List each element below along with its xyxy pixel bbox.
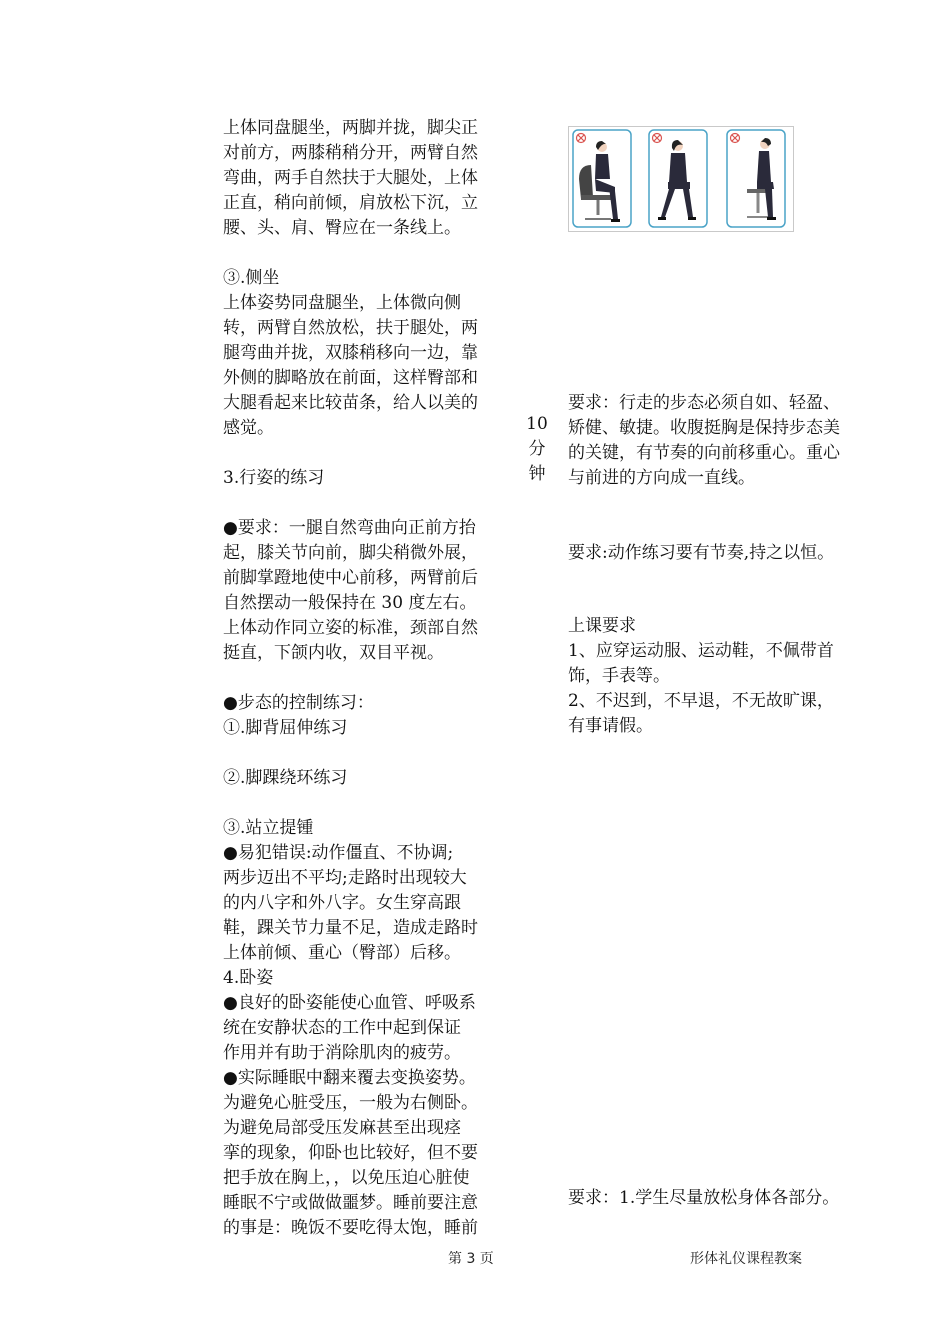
note-line: 要求：1.学生尽量放松身体各部分。 xyxy=(568,1188,840,1208)
text-line: ●易犯错误:动作僵直、不协调; xyxy=(223,843,454,863)
text-line: 腿弯曲并拢，双膝稍移向一边，靠 xyxy=(223,343,478,363)
text-line: 的内八字和外八字。女生穿高跟 xyxy=(223,893,461,913)
text-line: 弯曲，两手自然扶于大腿处，上体 xyxy=(223,168,478,188)
duration-unit-2: 钟 xyxy=(528,464,546,484)
text-line: 为避免心脏受压，一般为右侧卧。 xyxy=(223,1093,478,1113)
note-line: 矫健、敏捷。收腹挺胸是保持步态美 xyxy=(568,418,840,438)
text-line: 鞋，踝关节力量不足，造成走路时 xyxy=(223,918,478,938)
note-line: 要求:动作练习要有节奏,持之以恒。 xyxy=(568,543,835,563)
posture-card-1 xyxy=(573,130,631,227)
text-line: 睡眠不宁或做做噩梦。睡前要注意 xyxy=(223,1193,478,1213)
text-line: 为避免局部受压发麻甚至出现痉 xyxy=(223,1118,461,1138)
text-line xyxy=(223,791,513,816)
text-line: 感觉。 xyxy=(223,418,274,438)
text-line: ③.站立提锺 xyxy=(223,818,314,838)
note-block xyxy=(568,614,873,739)
text-line: ①.脚背屈伸练习 xyxy=(223,718,348,738)
note-line: 饰，手表等。 xyxy=(568,666,670,686)
text-line xyxy=(223,741,513,766)
posture-card-2 xyxy=(649,130,707,227)
text-line: 起，膝关节向前，脚尖稍微外展， xyxy=(223,543,478,563)
text-line: 上体动作同立姿的标准，颈部自然 xyxy=(223,618,478,638)
duration-unit-1: 分 xyxy=(528,439,546,459)
note-block xyxy=(568,1186,873,1211)
text-line: 转，两臂自然放松，扶于腿处，两 xyxy=(223,318,478,338)
text-line: ●步态的控制练习： xyxy=(223,693,374,713)
note-block xyxy=(568,541,873,566)
duration-column xyxy=(520,412,554,487)
text-line: 统在安静状态的工作中起到保证 xyxy=(223,1018,461,1038)
text-line: 上体同盘腿坐，两脚并拢，脚尖正 xyxy=(223,118,478,138)
text-line: 外侧的脚略放在前面，这样臀部和 xyxy=(223,368,478,388)
text-line: 前脚掌蹬地使中心前移，两臂前后 xyxy=(223,568,478,588)
note-line: 与前进的方向成一直线。 xyxy=(568,468,755,488)
text-line xyxy=(223,441,513,466)
text-line: 正直，稍向前倾，肩放松下沉，立 xyxy=(223,193,478,213)
text-line: ●良好的卧姿能使心血管、呼吸系 xyxy=(223,993,476,1013)
note-line: 1、应穿运动服、运动鞋，不佩带首 xyxy=(568,641,834,661)
text-line: 把手放在胸上，，以免压迫心脏使 xyxy=(223,1168,470,1188)
text-line: ②.脚踝绕环练习 xyxy=(223,768,348,788)
text-line: ③.侧坐 xyxy=(223,268,280,288)
text-line: ●要求：一腿自然弯曲向正前方抬 xyxy=(223,518,476,538)
text-line: 腰、头、肩、臀应在一条线上。 xyxy=(223,218,461,238)
text-line: 两步迈出不平均;走路时出现较大 xyxy=(223,868,467,888)
note-line: 有事请假。 xyxy=(568,716,653,736)
text-line xyxy=(223,666,513,691)
text-line: 4.卧姿 xyxy=(223,968,274,988)
sitting-posture-images xyxy=(568,126,794,232)
text-line: 的事是：晚饭不要吃得太饱，睡前 xyxy=(223,1218,478,1238)
note-line: 要求：行走的步态必须自如、轻盈、 xyxy=(568,393,840,413)
text-line xyxy=(223,491,513,516)
posture-card-3 xyxy=(727,130,785,227)
text-line: 挛的现象，仰卧也比较好，但不要 xyxy=(223,1143,478,1163)
text-line: 大腿看起来比较苗条，给人以美的 xyxy=(223,393,478,413)
note-line: 的关键，有节奏的向前移重心。重心 xyxy=(568,443,840,463)
text-line: 自然摆动一般保持在 30 度左右。 xyxy=(223,593,477,613)
text-line: 上体前倾、重心（臀部）后移。 xyxy=(223,943,461,963)
note-line: 2、不迟到，不早退，不无故旷课， xyxy=(568,691,834,711)
text-line: 挺直，下颌内收，双目平视。 xyxy=(223,643,444,663)
page-number: 第 3 页 xyxy=(448,1251,494,1267)
left-text-column xyxy=(223,116,513,1241)
duration-number: 10 xyxy=(526,414,548,434)
text-line: 3.行姿的练习 xyxy=(223,468,325,488)
text-line xyxy=(223,241,513,266)
note-block xyxy=(568,391,873,491)
text-line: ●实际睡眠中翻来覆去变换姿势。 xyxy=(223,1068,476,1088)
text-line: 对前方，两膝稍稍分开，两臂自然 xyxy=(223,143,478,163)
note-line: 上课要求 xyxy=(568,616,636,636)
text-line: 上体姿势同盘腿坐，上体微向侧 xyxy=(223,293,461,313)
document-title-footer: 形体礼仪课程教案 xyxy=(690,1251,802,1267)
text-line: 作用并有助于消除肌肉的疲劳。 xyxy=(223,1043,461,1063)
